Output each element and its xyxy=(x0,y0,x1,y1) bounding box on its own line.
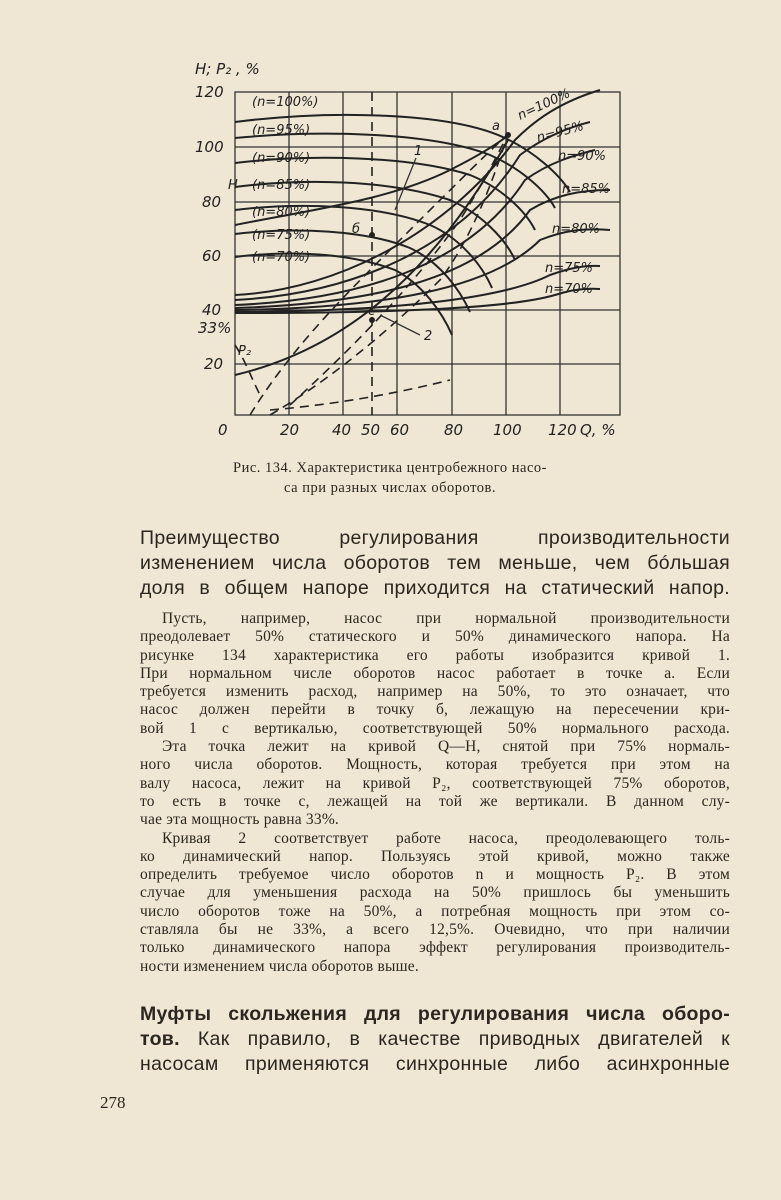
y-tick-40: 40 xyxy=(202,301,222,319)
lead-line: Преимущество регулирования производительности xyxy=(140,527,730,549)
y-axis-label: H; P₂ , % xyxy=(195,60,260,78)
body-line: Кривая 2 соответствует работе насоса, преодолевающего толь- xyxy=(162,829,730,847)
right-label-n70: n=70% xyxy=(545,282,594,297)
body-line: насос должен перейти в точку б, лежащую на пересечении кри- xyxy=(140,701,730,719)
body-line: Пусть, например, насос при нормальной производительности xyxy=(162,610,730,627)
left-label-n75: (n=75%) xyxy=(252,228,311,243)
body-line: рисунке 134 характеристика его работы изобразится кривой 1. xyxy=(140,646,730,664)
figure-caption xyxy=(150,458,630,498)
pump-characteristic-chart xyxy=(190,50,640,450)
x-tick-40: 40 xyxy=(332,421,352,439)
body-line: преодолевает 50% статического и 50% динамического напора. На xyxy=(140,628,730,646)
x-tick-60: 60 xyxy=(390,421,410,439)
lead-line: доля в общем напоре приходится на статический напор. xyxy=(140,577,730,599)
curve-1-label: 1 xyxy=(414,144,423,159)
heading-line xyxy=(140,1002,730,1027)
body-line: чае эта мощность равна 33%. xyxy=(140,811,340,829)
head-curve-n85 xyxy=(235,182,515,260)
point-a-dot xyxy=(505,132,511,138)
body-line: только динамического напора эффект регулирования производитель- xyxy=(140,939,730,957)
left-label-n95: (n=95%) xyxy=(252,123,311,138)
caption-line: са при разных числах оборотов. xyxy=(284,480,496,496)
left-label-n100: (n=100%) xyxy=(252,95,319,110)
left-label-n80: (n=80%) xyxy=(252,205,311,220)
section-heading: Муфты скольжения для регулирования числа оборо- xyxy=(140,1003,730,1025)
y-tick-100: 100 xyxy=(195,138,224,156)
x-tick-100: 100 xyxy=(493,421,522,439)
body-line: ставляла бы не 33%, а всего 12,5%. Очевидно, что при наличии xyxy=(140,921,730,939)
x-tick-20: 20 xyxy=(280,421,300,439)
curve-2-label: 2 xyxy=(424,329,433,344)
pump-characteristic-figure xyxy=(190,50,640,450)
right-label-n80: n=80% xyxy=(552,222,601,237)
body-line: число оборотов тоже на 50%, а потребная мощность при этом со- xyxy=(140,902,730,920)
right-label-n75: n=75% xyxy=(545,261,594,276)
x-tick-120: 120 xyxy=(548,421,577,439)
body-line: вой 1 с вертикалью, соответствующей 50% нормального расхода. xyxy=(140,719,730,737)
body-line: ного числа оборотов. Мощность, которая требуется при этом на xyxy=(140,756,730,774)
x-tick-0: 0 xyxy=(218,421,228,439)
x-axis-label: Q, % xyxy=(580,421,616,439)
paragraph-text: Как правило, в качестве приводных двигателей к xyxy=(179,1028,730,1050)
page-number: 278 xyxy=(100,1093,126,1112)
heading-line xyxy=(140,1027,730,1052)
leader-2 xyxy=(380,315,420,335)
point-c-label: c xyxy=(368,304,376,319)
left-label-n90: (n=90%) xyxy=(252,151,311,166)
y-tick-20: 20 xyxy=(204,355,224,373)
right-label-n90: n=90% xyxy=(558,149,607,164)
body-line: ко динамический напор. Пользуясь этой кривой, можно также xyxy=(140,847,730,865)
section-heading-cont: тов. xyxy=(140,1028,180,1050)
right-label-n95: n=95% xyxy=(535,118,586,146)
right-label-n100: n=100% xyxy=(515,86,573,124)
point-a-label: a xyxy=(492,119,500,134)
y-tick-120: 120 xyxy=(195,83,224,101)
marker-P2: P₂ xyxy=(238,344,252,359)
lead-paragraph xyxy=(140,526,730,601)
paragraph-line: насосам применяются синхронные либо асинхронные xyxy=(140,1053,730,1075)
x-tick-50: 50 xyxy=(361,421,381,439)
body-line: валу насоса, лежит на кривой P₂, соответствующей 75% оборотов, xyxy=(140,774,730,792)
body-line: Эта точка лежит на кривой Q—H, снятой при 75% нормаль- xyxy=(162,738,730,756)
caption-line: Рис. 134. Характеристика центробежного насо- xyxy=(233,460,547,476)
lead-line: изменением числа оборотов тем меньше, чем бóльшая xyxy=(140,552,730,574)
body-line: требуется изменить расход, например на 50%, то это означает, что xyxy=(140,683,730,701)
marker-H: H xyxy=(228,178,238,193)
right-label-n85: n=85% xyxy=(562,182,611,197)
left-label-n70: (n=70%) xyxy=(252,250,311,265)
point-b-label: б xyxy=(352,222,361,237)
body-line: ности изменением числа оборотов выше. xyxy=(140,957,419,975)
y-tick-60: 60 xyxy=(202,247,222,265)
body-line: случае для уменьшения расхода на 50% пришлось бы уменьшить xyxy=(140,884,730,902)
point-b-dot xyxy=(369,232,375,238)
section-heading-paragraph xyxy=(140,1002,730,1077)
y-tick-33: 33% xyxy=(198,319,232,337)
body-line: то есть в точке c, лежащей на той же вертикали. В данном слу- xyxy=(140,792,730,810)
body-line: определить требуемое число оборотов n и мощность P₂. В этом xyxy=(140,866,730,884)
body-text xyxy=(140,610,730,976)
y-tick-80: 80 xyxy=(202,193,222,211)
left-label-n85: (n=85%) xyxy=(252,178,311,193)
body-line: При нормальном числе оборотов насос работает в точке a. Если xyxy=(140,664,730,682)
x-tick-80: 80 xyxy=(444,421,464,439)
